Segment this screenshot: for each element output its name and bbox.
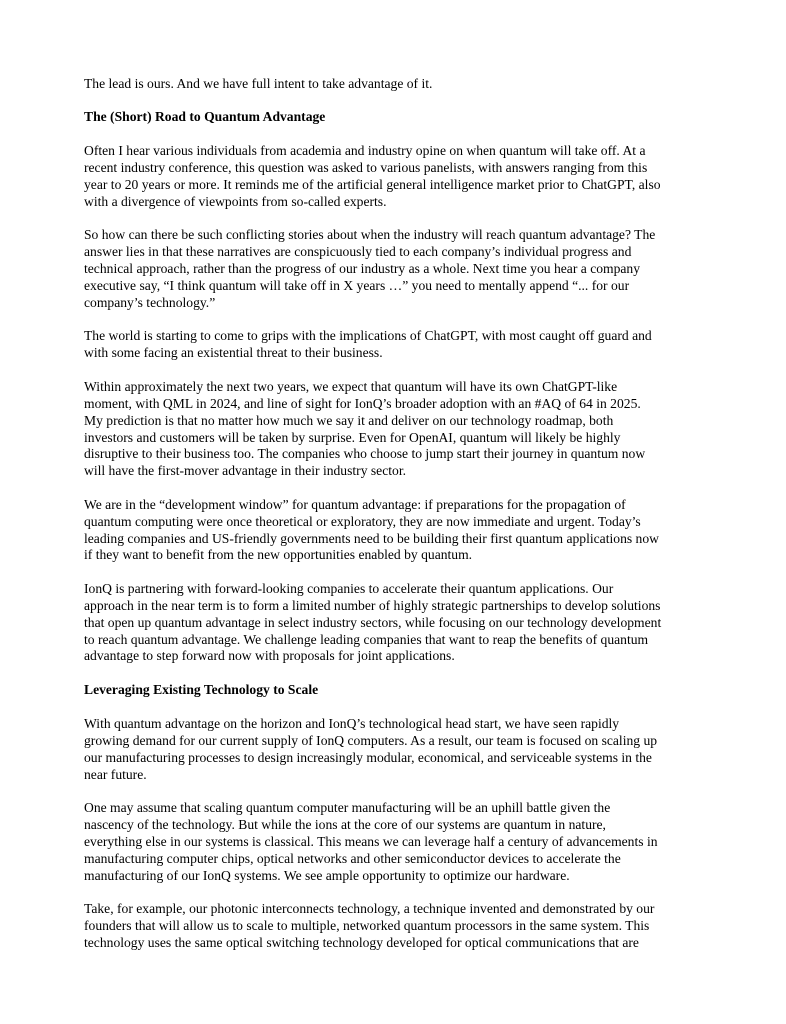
text-line: answer lies in that these narratives are conspicuously tied to each company’s individual progress and [84, 244, 632, 260]
text-line: approach in the near term is to form a limited number of highly strategic partnerships to develop solutions [84, 597, 661, 613]
text-line: to reach quantum advantage. We challenge leading companies that want to reap the benefits of quantum [84, 631, 649, 647]
text-line: manufacturing computer chips, optical networks and other semiconductor devices to accelerate the [84, 850, 621, 866]
text-line: So how can there be such conflicting stories about when the industry will reach quantum advantage? The [84, 227, 656, 243]
text-line: with some facing an existential threat to their business. [84, 345, 383, 361]
text-line: recent industry conference, this question was asked to various panelists, with answers ranging from this [84, 160, 648, 176]
text-line: One may assume that scaling quantum computer manufacturing will be an uphill battle given the [84, 799, 611, 815]
paragraph [84, 379, 704, 480]
section-heading [84, 109, 704, 126]
text-line: The (Short) Road to Quantum Advantage [84, 109, 326, 125]
paragraph [84, 227, 704, 312]
text-line: leading companies and US-friendly governments need to be building their first quantum applications now [84, 530, 659, 546]
text-line: executive say, “I think quantum will take off in X years …” you need to mentally append “... for our [84, 278, 630, 294]
text-line: founders that will allow us to scale to multiple, networked quantum processors in the same system. This [84, 917, 650, 933]
text-line: manufacturing of our IonQ systems. We see ample opportunity to optimize our hardware. [84, 867, 570, 883]
text-line: technical approach, rather than the progress of our industry as a whole. Next time you hear a company [84, 261, 641, 277]
text-line: our manufacturing processes to design increasingly modular, economical, and serviceable systems in the [84, 749, 652, 765]
text-line: if they want to benefit from the new opportunities enabled by quantum. [84, 547, 473, 563]
paragraph [84, 901, 704, 952]
text-line: quantum computing were once theoretical or exploratory, they are now immediate and urgent. Today’s [84, 513, 641, 529]
text-line: Leveraging Existing Technology to Scale [84, 681, 319, 697]
text-line: company’s technology.” [84, 295, 216, 311]
text-line: IonQ is partnering with forward-looking companies to accelerate their quantum applications. Our [84, 580, 614, 596]
text-line: advantage to step forward now with proposals for joint applications. [84, 648, 455, 664]
paragraph [84, 497, 704, 565]
text-line: will have the first-mover advantage in their industry sector. [84, 463, 407, 479]
text-line: Often I hear various individuals from academia and industry opine on when quantum will take off. At a [84, 143, 646, 159]
paragraph [84, 716, 704, 784]
section-heading [84, 682, 704, 699]
paragraph [84, 581, 704, 666]
text-line: with a divergence of viewpoints from so-called experts. [84, 194, 387, 210]
text-line: everything else in our systems is classical. This means we can leverage half a century of advancements in [84, 833, 658, 849]
text-line: investors and customers will be taken by surprise. Even for OpenAI, quantum will likely be highly [84, 429, 621, 445]
text-line: Within approximately the next two years, we expect that quantum will have its own ChatGPT-like [84, 378, 618, 394]
document-body [84, 76, 704, 968]
paragraph [84, 800, 704, 885]
text-line: Take, for example, our photonic interconnects technology, a technique invented and demonstrated by our [84, 900, 655, 916]
text-line: near future. [84, 766, 147, 782]
paragraph [84, 143, 704, 211]
text-line: moment, with QML in 2024, and line of sight for IonQ’s broader adoption with an #AQ of 64 in 2025. [84, 395, 641, 411]
text-line: With quantum advantage on the horizon and IonQ’s technological head start, we have seen rapidly [84, 715, 620, 731]
text-line: disruptive to their business too. The companies who choose to jump start their journey in quantum now [84, 446, 646, 462]
text-line: technology uses the same optical switching technology developed for optical communications that are [84, 934, 639, 950]
text-line: The world is starting to come to grips with the implications of ChatGPT, with most caught off guard and [84, 328, 652, 344]
text-line: My prediction is that no matter how much we say it and deliver on our technology roadmap, both [84, 412, 614, 428]
text-line: The lead is ours. And we have full intent to take advantage of it. [84, 76, 433, 91]
paragraph [84, 328, 704, 362]
text-line: growing demand for our current supply of IonQ computers. As a result, our team is focused on scaling up [84, 732, 658, 748]
text-line: We are in the “development window” for quantum advantage: if preparations for the propagation of [84, 496, 626, 512]
paragraph [84, 76, 704, 93]
text-line: nascency of the technology. But while the ions at the core of our systems are quantum in nature, [84, 816, 606, 832]
text-line: that open up quantum advantage in select industry sectors, while focusing on our technology development [84, 614, 662, 630]
text-line: year to 20 years or more. It reminds me of the artificial general intelligence market prior to ChatGPT, also [84, 177, 661, 193]
